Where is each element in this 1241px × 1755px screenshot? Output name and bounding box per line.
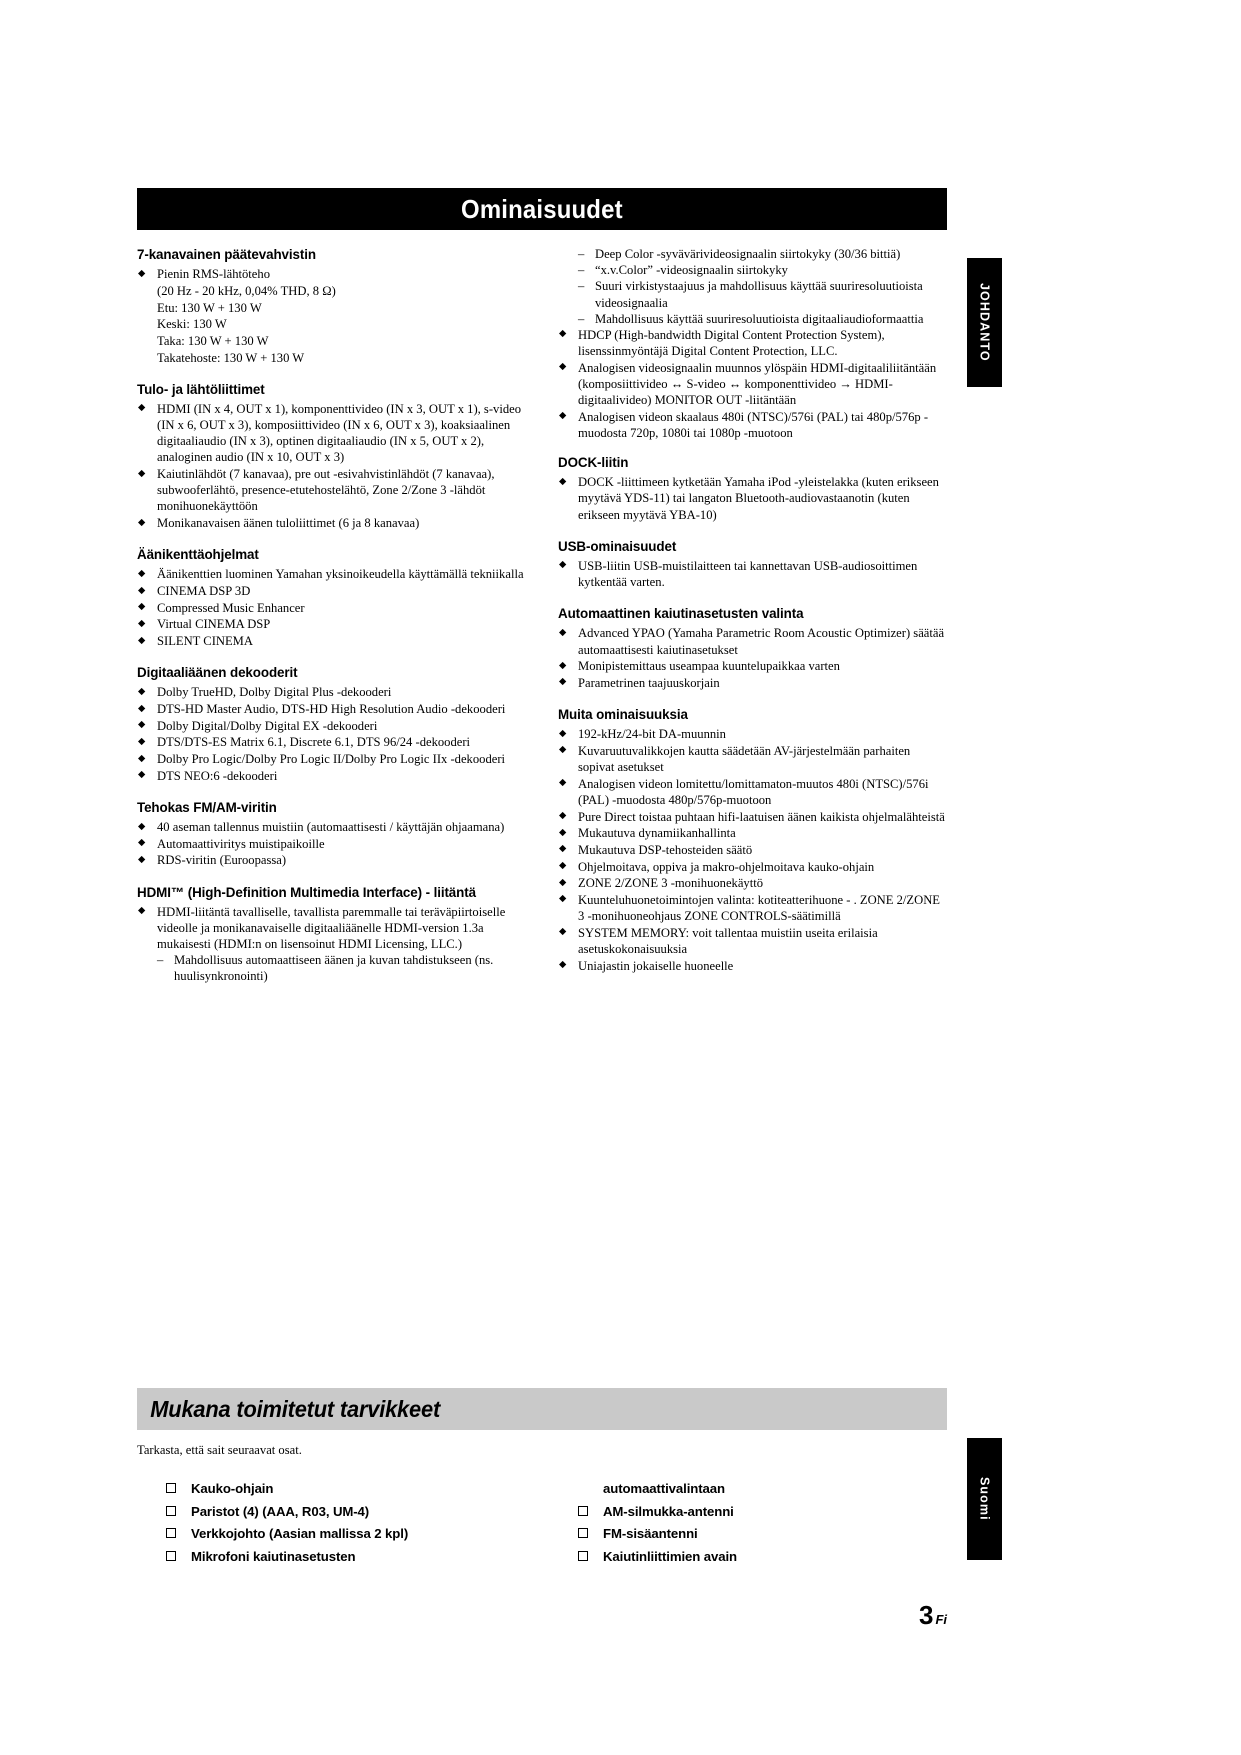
checkbox-icon [166, 1528, 176, 1538]
list-item: ◆ Dolby Digital/Dolby Digital EX -dekooderi [137, 718, 526, 734]
list-item: ◆ Analogisen videon lomitettu/lomittamaton-muutos 480i (NTSC)/576i (PAL) -muodosta 480p/576p-muotoon [558, 776, 947, 808]
auto-speaker-setup-bullet-list [558, 625, 947, 691]
list-item [137, 904, 526, 985]
accessories-section-bar [137, 1388, 947, 1430]
list-item: ◆ Pienin RMS-lähtöteho [137, 266, 526, 282]
list-item: ◆ ZONE 2/ZONE 3 -monihuonekäyttö [558, 875, 947, 891]
accessory-label: Paristot (4) (AAA, R03, UM-4) [191, 1503, 370, 1519]
section-heading-other-features: Muita ominaisuuksia [558, 707, 688, 723]
list-item: (20 Hz - 20 kHz, 0,04% THD, 8 Ω) [157, 283, 336, 298]
accessory-label: FM-sisäantenni [603, 1526, 698, 1542]
list-item: ◆ Äänikenttien luominen Yamahan yksinoikeudella käyttämällä tekniikalla [137, 566, 526, 582]
side-tab-label: Suomi [977, 1477, 992, 1521]
section-heading-io-terminals: Tulo- ja lähtöliittimet [137, 381, 265, 397]
accessory-item [165, 1501, 555, 1524]
checkbox-icon [578, 1506, 588, 1516]
hdmi-continued-bullet-list [558, 327, 947, 441]
list-item: ◆ Monikanavaisen äänen tuloliittimet (6 ja 8 kanavaa) [137, 515, 526, 531]
accessory-label: automaattivalintaan [603, 1481, 725, 1496]
section-heading-hdmi: HDMI™ (High-Definition Multimedia Interface) - liitäntä [137, 884, 476, 900]
section-heading-soundfield-programs: Äänikenttäohjelmat [137, 547, 259, 563]
list-item: ◆ Kuvaruutuvalikkojen kautta säädetään AV-järjestelmään parhaiten sopivat asetukset [558, 743, 947, 775]
soundfield-bullet-list [137, 566, 526, 649]
dock-bullet-list [558, 474, 947, 523]
page-title-bar [137, 188, 947, 230]
page-number: 3 [918, 1600, 934, 1630]
list-item: ◆ SYSTEM MEMORY: voit tallentaa muistiin useita erilaisia asetuskokonaisuuksia [558, 925, 947, 957]
accessories-section-title: Mukana toimitetut tarvikkeet [150, 1395, 441, 1422]
list-item: ◆ Parametrinen taajuuskorjain [558, 675, 947, 691]
hdmi-continued-sub-list [558, 246, 947, 327]
section-heading-amplifier: 7-kanavainen päätevahvistin [137, 247, 316, 262]
list-item: ◆ HDCP (High-bandwidth Digital Content Protection System), lisenssinmyöntäjä Digital Content Protection, LLC. [558, 327, 947, 359]
list-item: Keski: 130 W [157, 317, 227, 332]
accessory-item [165, 1478, 555, 1501]
accessory-label: AM-silmukka-antenni [603, 1503, 734, 1519]
list-item: ◆ Analogisen videon skaalaus 480i (NTSC)/576i (PAL) tai 480p/576p -muodosta 720p, 1080i tai 1080p -muotoon [558, 409, 947, 441]
accessory-item-continuation [577, 1478, 967, 1501]
section-heading-dock: DOCK-liitin [558, 455, 629, 471]
accessory-item [577, 1501, 967, 1524]
other-features-bullet-list [558, 726, 947, 974]
side-tab-johdanto [967, 258, 1002, 387]
list-item: ◆ Kaiutinlähdöt (7 kanavaa), pre out -esivahvistinlähdöt (7 kanavaa), subwooferlähtö, presence-etutehostelähtö, Zone 2/Zone 3 -lähdöt monihuonekäyttöön [137, 466, 526, 515]
checkbox-icon [578, 1551, 588, 1561]
section-heading-tuner: Tehokas FM/AM-viritin [137, 799, 277, 815]
list-item: ◆ 40 aseman tallennus muistiin (automaattisesti / käyttäjän ohjaamana) [137, 819, 526, 835]
list-item: ◆ Ohjelmoitava, oppiva ja makro-ohjelmoitava kauko-ohjain [558, 859, 947, 875]
list-item: Taka: 130 W + 130 W [157, 333, 269, 348]
list-item-text: HDMI-liitäntä tavalliselle, tavallista paremmalle tai teräväpiirtoiselle videolle ja monikanavaiselle digitaaliäänelle HDMI-version 1.3a mukaisesti (HDMI:n on lisensoinut HDMI Licensing, LLC.) [157, 904, 506, 952]
list-item: ◆ Analogisen videosignaalin muunnos ylöspäin HDMI-digitaaliliitäntään (komposiittivideo ↔ S-video ↔ komponenttivideo → HDMI-digitaalivideo) MONITOR OUT -liitäntään [558, 360, 947, 409]
checkbox-icon [166, 1506, 176, 1516]
list-item: ◆ Pure Direct toistaa puhtaan hifi-laatuisen äänen kaikista ohjelmalähteistä [558, 809, 947, 825]
list-item: ◆ Compressed Music Enhancer [137, 600, 526, 616]
page-number-suffix: Fi [935, 1612, 947, 1627]
list-item: ◆ DOCK -liittimeen kytketään Yamaha iPod -yleistelakka (kuten erikseen myytävä YDS-11) tai langaton Bluetooth-audiovastaanotin (kuten erikseen myytävä YBA-10) [558, 474, 947, 523]
page-title: Ominaisuudet [461, 193, 623, 224]
list-item: ◆ SILENT CINEMA [137, 633, 526, 649]
list-item: ◆ 192-kHz/24-bit DA-muunnin [558, 726, 947, 742]
section-heading-auto-speaker-setup: Automaattinen kaiutinasetusten valinta [558, 606, 804, 622]
list-item: ◆ Advanced YPAO (Yamaha Parametric Room Acoustic Optimizer) säätää automaattisesti kaiutinasetukset [558, 625, 947, 657]
accessory-label: Kaiutinliittimien avain [603, 1549, 737, 1565]
decoders-bullet-list [137, 684, 526, 784]
tuner-bullet-list [137, 819, 526, 869]
accessory-item [165, 1546, 555, 1569]
list-item: ◆ USB-liitin USB-muistilaitteen tai kannettavan USB-audiosoittimen kytkentää varten. [558, 558, 947, 590]
list-item: ◆ Dolby Pro Logic/Dolby Pro Logic II/Dolby Pro Logic IIx -dekooderi [137, 751, 526, 767]
hdmi-bullet-list [137, 904, 526, 985]
list-item: ◆ Mukautuva dynamiikanhallinta [558, 825, 947, 841]
accessory-item [577, 1546, 967, 1569]
side-tab-label: JOHDANTO [977, 283, 992, 362]
checkbox-icon [166, 1551, 176, 1561]
sub-list-item: – Mahdollisuus automaattiseen äänen ja kuvan tahdistukseen (ns. huulisynkronointi) [157, 952, 526, 984]
amplifier-bullet-list [137, 266, 526, 366]
list-item: ◆ DTS-HD Master Audio, DTS-HD High Resolution Audio -dekooderi [137, 701, 526, 717]
left-column [137, 246, 526, 985]
page-footer [0, 1600, 947, 1631]
accessory-item [165, 1523, 555, 1546]
list-item: ◆ Mukautuva DSP-tehosteiden säätö [558, 842, 947, 858]
accessories-intro-text: Tarkasta, että sait seuraavat osat. [137, 1443, 302, 1457]
list-item: ◆ CINEMA DSP 3D [137, 583, 526, 599]
accessory-item [577, 1523, 967, 1546]
section-heading-digital-decoders: Digitaaliäänen dekooderit [137, 665, 298, 681]
accessory-label: Mikrofoni kaiutinasetusten [191, 1549, 356, 1565]
sub-list-item: – Mahdollisuus käyttää suuriresoluutioista digitaaliaudioformaattia [578, 311, 947, 327]
hdmi-sub-list [157, 952, 526, 984]
list-item: ◆ DTS/DTS-ES Matrix 6.1, Discrete 6.1, DTS 96/24 -dekooderi [137, 734, 526, 750]
accessory-label: Verkkojohto (Aasian mallissa 2 kpl) [191, 1526, 409, 1542]
list-item: ◆ DTS NEO:6 -dekooderi [137, 768, 526, 784]
right-column [558, 246, 947, 974]
list-item: ◆ Kuunteluhuonetoimintojen valinta: kotiteatterihuone - . ZONE 2/ZONE 3 -monihuoneohjaus ZONE CONTROLS-säätimillä [558, 892, 947, 924]
checkbox-icon [166, 1483, 176, 1493]
accessories-right-column [577, 1478, 967, 1569]
list-item: ◆ Virtual CINEMA DSP [137, 616, 526, 632]
accessories-left-column [165, 1478, 555, 1569]
list-item: ◆ RDS-viritin (Euroopassa) [137, 852, 526, 868]
accessory-label: Kauko-ohjain [191, 1481, 274, 1496]
list-item: ◆ Automaattiviritys muistipaikoille [137, 836, 526, 852]
list-item: ◆ Monipistemittaus useampaa kuuntelupaikkaa varten [558, 658, 947, 674]
list-item: ◆ Uniajastin jokaiselle huoneelle [558, 958, 947, 974]
section-heading-usb: USB-ominaisuudet [558, 538, 677, 554]
list-item: Takatehoste: 130 W + 130 W [157, 350, 305, 365]
io-terminals-bullet-list [137, 401, 526, 531]
sub-list-item: – Deep Color -syvävärivideosignaalin siirtokyky (30/36 bittiä) [578, 246, 947, 262]
usb-bullet-list [558, 558, 947, 590]
list-item: ◆ Dolby TrueHD, Dolby Digital Plus -dekooderi [137, 684, 526, 700]
list-item: ◆ HDMI (IN x 4, OUT x 1), komponenttivideo (IN x 3, OUT x 1), s-video (IN x 6, OUT x 3), komposiittivideo (IN x 6, OUT x 3), koaksiaalinen digitaaliaudio (IN x 3), optinen digitaaliaudio (IN x 5, OUT x 2), analoginen audio (IN x 10, OUT x 3) [137, 401, 526, 466]
list-item: Etu: 130 W + 130 W [157, 300, 262, 315]
sub-list-item: – “x.v.Color” -videosignaalin siirtokyky [578, 262, 947, 278]
checkbox-icon [578, 1528, 588, 1538]
side-tab-suomi [967, 1438, 1002, 1560]
sub-list-item: – Suuri virkistystaajuus ja mahdollisuus käyttää suuriresoluutioista videosignaalia [578, 278, 947, 310]
